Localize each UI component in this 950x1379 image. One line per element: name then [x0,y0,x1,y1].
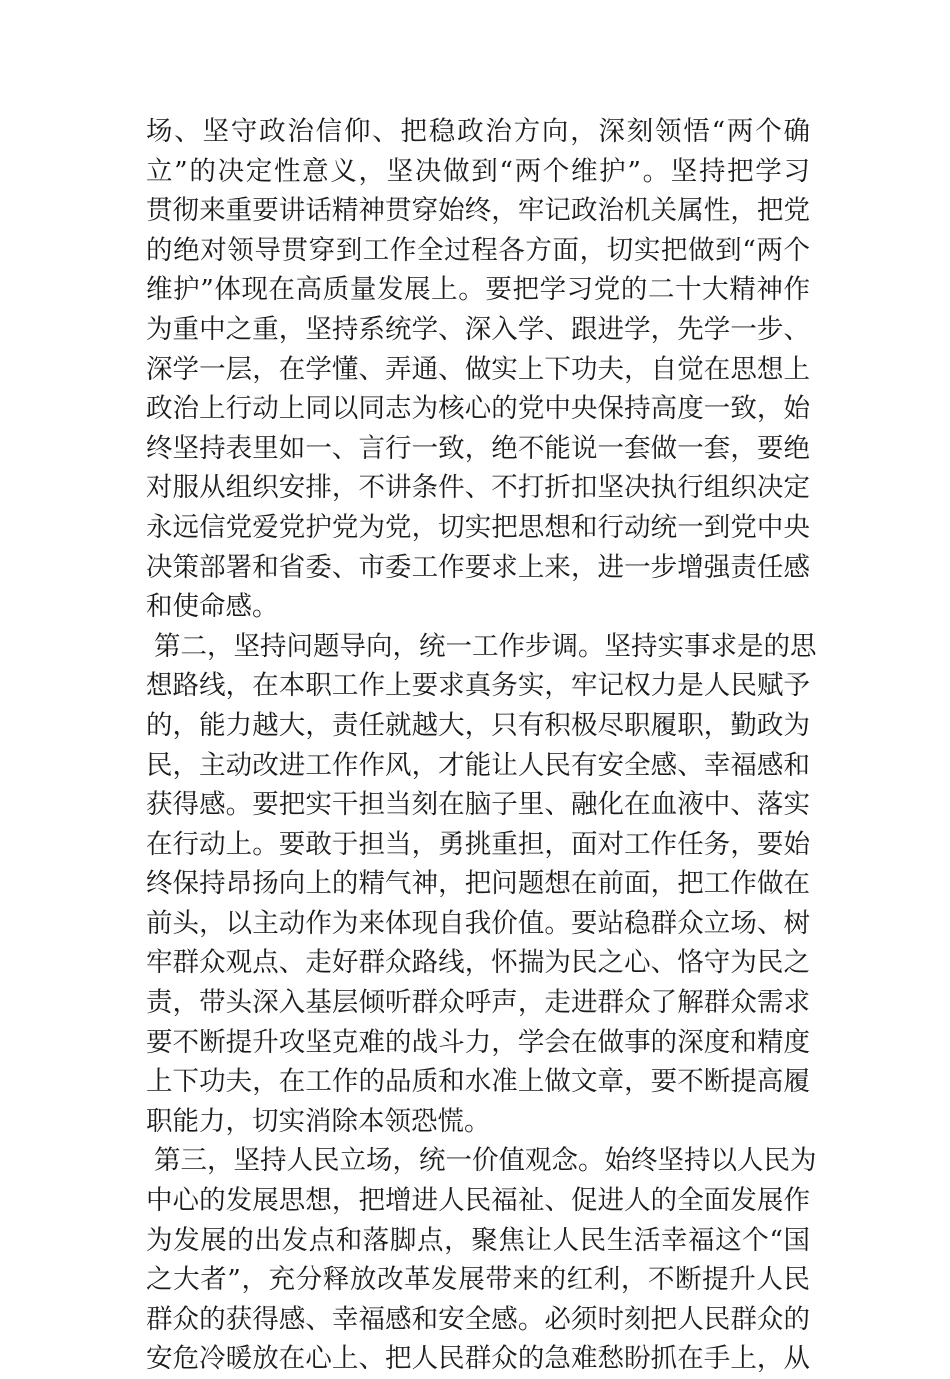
text-line: 责，带头深入基层倾听群众呼声，走进群众了解群众需求 [146,987,810,1019]
text-line: 前头，以主动作为来体现自我价值。要站稳群众立场、树 [146,907,810,939]
text-line: 维护”体现在高质量发展上。要把学习党的二十大精神作 [146,274,810,306]
text-line: 终保持昂扬向上的精气神，把问题想在前面，把工作做在 [146,868,810,900]
text-line: 终坚持表里如一、言行一致，绝不能说一套做一套，要绝 [146,432,810,464]
text-line: 职能力，切实消除本领恐慌。 [146,1105,491,1137]
text-line: 为发展的出发点和落脚点，聚焦让人民生活幸福这个“国 [146,1224,810,1256]
text-line: 获得感。要把实干担当刻在脑子里、融化在血液中、落实 [146,789,810,821]
text-line: 场、坚守政治信仰、把稳政治方向，深刻领悟“两个确 [146,116,810,147]
text-line: 的，能力越大，责任就越大，只有积极尽职履职，勤政为 [146,709,810,741]
text-line: 想路线，在本职工作上要求真务实，牢记权力是人民赋予 [146,670,810,702]
text-line: 立”的决定性意义，坚决做到“两个维护”。坚持把学习 [146,155,810,187]
text-line: 在行动上。要敢于担当，勇挑重担，面对工作任务，要始 [146,828,810,860]
text-line: 深学一层，在学懂、弄通、做实上下功夫，自觉在思想上 [146,353,810,385]
text-line: 决策部署和省委、市委工作要求上来，进一步增强责任感 [146,551,810,583]
text-line: 群众的获得感、幸福感和安全感。必须时刻把人民群众的 [146,1303,810,1335]
text-line: 贯彻来重要讲话精神贯穿始终，牢记政治机关属性，把党 [146,195,810,227]
text-line: 的绝对领导贯穿到工作全过程各方面，切实把做到“两个 [146,234,810,266]
text-line: 政治上行动上同以同志为核心的党中央保持高度一致，始 [146,393,810,425]
text-line: 对服从组织安排，不讲条件、不打折扣坚决执行组织决定 [146,472,810,504]
text-line: 中心的发展思想，把增进人民福祉、促进人的全面发展作 [146,1185,810,1217]
text-line: 第二，坚持问题导向，统一工作步调。坚持实事求是的思 [154,630,817,662]
text-line: 之大者”，充分释放改革发展带来的红利，不断提升人民 [146,1264,810,1296]
text-line: 第三，坚持人民立场，统一价值观念。始终坚持以人民为 [154,1145,817,1177]
text-line: 民，主动改进工作作风，才能让人民有安全感、幸福感和 [146,749,810,781]
body-text [146,112,817,1379]
text-line: 牢群众观点、走好群众路线，怀揣为民之心、恪守为民之 [146,947,810,979]
text-line: 上下功夫，在工作的品质和水准上做文章，要不断提高履 [146,1066,810,1098]
text-line: 要不断提升攻坚克难的战斗力，学会在做事的深度和精度 [146,1026,810,1058]
text-line: 永远信党爱党护党为党，切实把思想和行动统一到党中央 [146,511,810,543]
text-line: 为重中之重，坚持系统学、深入学、跟进学，先学一步、 [146,313,810,345]
text-line: 和使命感。 [146,591,279,623]
text-line: 安危冷暖放在心上、把人民群众的急难愁盼抓在手上，从 [146,1343,810,1375]
